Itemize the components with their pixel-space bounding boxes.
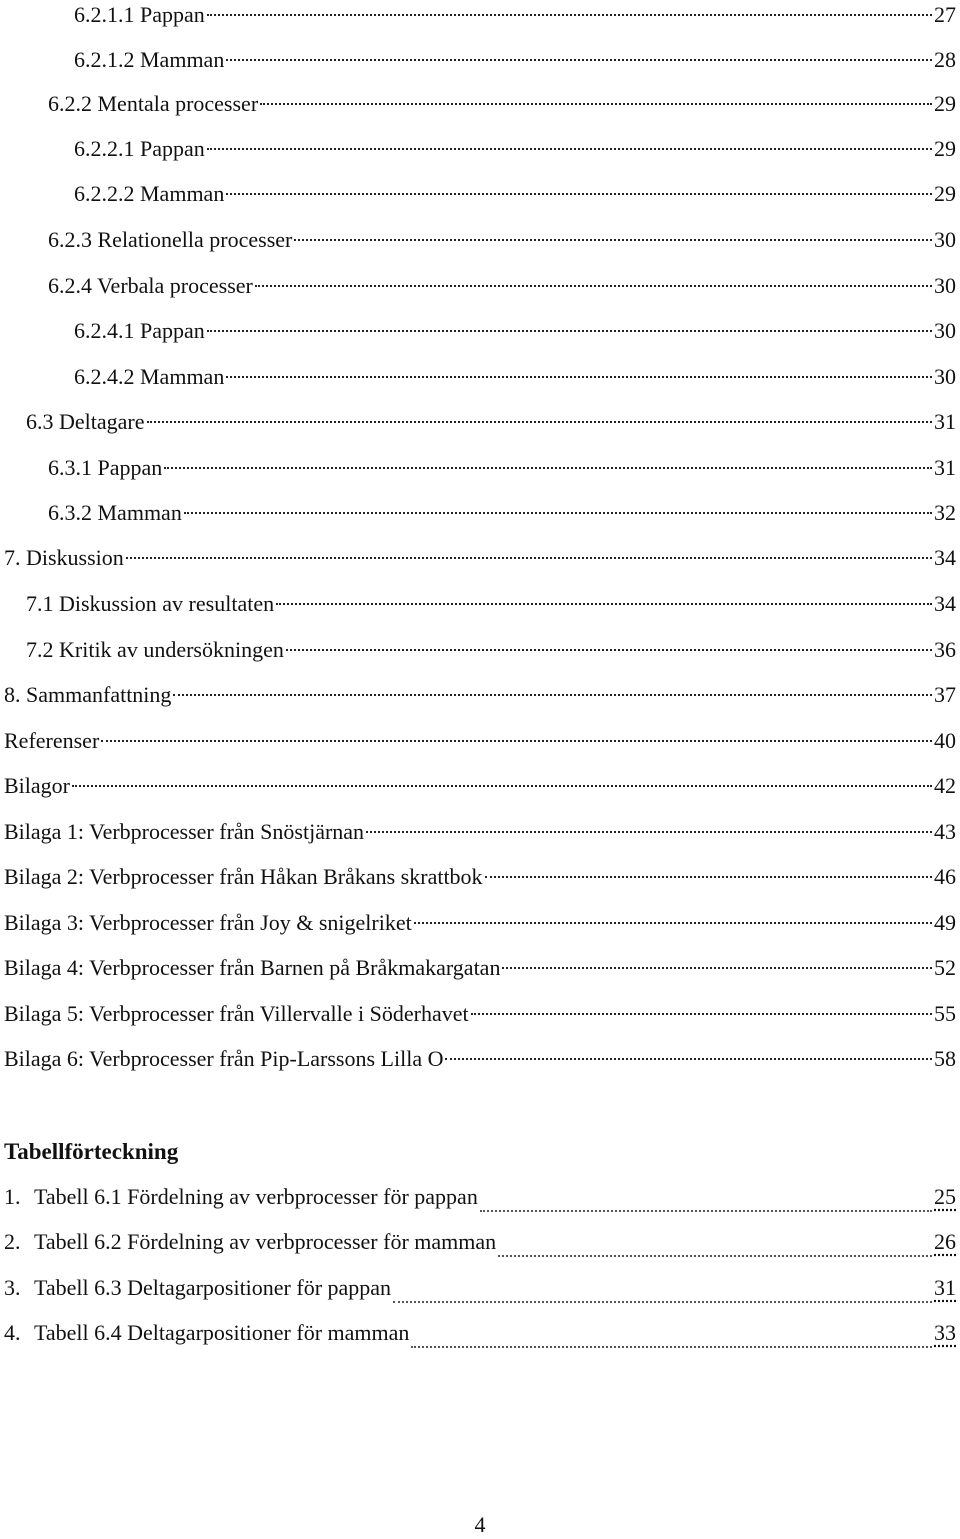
toc-entry-label: Bilaga 3: Verbprocesser från Joy & snigelriket <box>4 910 412 935</box>
toc-entry[interactable] <box>4 680 960 710</box>
toc-entry[interactable] <box>4 771 960 801</box>
toc-entry[interactable] <box>74 134 960 164</box>
dot-leader <box>207 330 932 332</box>
toc-entry-page: 28 <box>934 47 956 72</box>
dot-leader <box>226 376 932 378</box>
table-list-page: 25 <box>934 1184 956 1209</box>
toc-entry[interactable] <box>4 817 960 847</box>
tables-list-heading: Tabellförteckning <box>4 1139 179 1164</box>
dot-leader <box>445 1058 932 1060</box>
dot-leader <box>294 239 932 241</box>
toc-entry-page: 43 <box>934 819 956 844</box>
dot-leader <box>260 103 932 105</box>
toc-entry[interactable] <box>74 45 960 75</box>
table-list-label: Tabell 6.4 Deltagarpositioner för mamman <box>34 1320 410 1345</box>
toc-entry-label: 6.2.2 Mentala processer <box>48 91 259 116</box>
toc-entry-page: 37 <box>934 682 956 707</box>
toc-entry-page: 52 <box>934 955 956 980</box>
toc-entry-page: 40 <box>934 728 956 753</box>
toc-entry-page: 30 <box>934 318 956 343</box>
toc-entry-label: Bilagor <box>4 773 70 798</box>
toc-entry-page: 31 <box>934 455 956 480</box>
dot-leader <box>126 557 932 559</box>
toc-entry-page: 30 <box>934 227 956 252</box>
table-list-entry[interactable] <box>4 1273 960 1303</box>
toc-entry-page: 46 <box>934 864 956 889</box>
toc-entry-page: 30 <box>934 364 956 389</box>
toc-entry-label: Bilaga 1: Verbprocesser från Snöstjärnan <box>4 819 365 844</box>
toc-entry[interactable] <box>4 862 960 892</box>
dot-leader <box>393 1301 932 1303</box>
dot-leader <box>207 148 932 150</box>
dot-leader <box>255 285 932 287</box>
toc-entry-page: 34 <box>934 591 956 616</box>
toc-entry-label: 6.3.1 Pappan <box>48 455 163 480</box>
toc-entry-label: 6.2.4.1 Pappan <box>74 318 205 343</box>
toc-entry-label: Bilaga 4: Verbprocesser från Barnen på Bråkmakargatan <box>4 955 501 980</box>
toc-entry[interactable] <box>74 316 960 346</box>
dot-leader <box>366 831 932 833</box>
toc-entry[interactable] <box>74 179 960 209</box>
table-list-page: 26 <box>934 1229 956 1254</box>
toc-entry-label: 6.2.1.1 Pappan <box>74 2 205 27</box>
dot-leader <box>226 193 932 195</box>
page-number: 4 <box>474 1512 486 1537</box>
table-list-number: 3. <box>4 1275 21 1300</box>
toc-entry-label: 8. Sammanfattning <box>4 682 172 707</box>
toc-entry[interactable] <box>48 271 960 301</box>
dot-leader <box>226 59 932 61</box>
toc-entry[interactable] <box>4 999 960 1029</box>
toc-entry-label: 6.2.3 Relationella processer <box>48 227 293 252</box>
toc-entry-label: 7.2 Kritik av undersökningen <box>26 637 284 662</box>
table-list-page: 33 <box>934 1320 956 1345</box>
toc-entry[interactable] <box>48 89 960 119</box>
toc-entry[interactable] <box>74 362 960 392</box>
toc-entry-page: 34 <box>934 545 956 570</box>
toc-entry-label: 6.2.1.2 Mamman <box>74 47 225 72</box>
table-list-entry[interactable] <box>4 1182 960 1212</box>
toc-entry[interactable] <box>4 543 960 573</box>
dot-leader <box>471 1013 932 1015</box>
toc-entry-label: 6.2.2.2 Mamman <box>74 181 225 206</box>
dot-leader <box>485 876 932 878</box>
dot-leader <box>101 740 932 742</box>
toc-entry-label: Bilaga 2: Verbprocesser från Håkan Bråkans skrattbok <box>4 864 483 889</box>
dot-leader <box>411 1346 932 1348</box>
toc-entry-label: 6.2.4 Verbala processer <box>48 273 253 298</box>
toc-entry-page: 42 <box>934 773 956 798</box>
dot-leader <box>207 14 932 16</box>
table-list-entry[interactable] <box>4 1227 960 1257</box>
table-list-label: Tabell 6.2 Fördelning av verbprocesser för mamman <box>34 1229 497 1254</box>
table-list-number: 1. <box>4 1184 21 1209</box>
dot-leader <box>173 694 932 696</box>
dot-leader <box>502 967 932 969</box>
toc-entry-label: 6.3.2 Mamman <box>48 500 182 525</box>
toc-entry-label: Bilaga 6: Verbprocesser från Pip-Larssons Lilla O <box>4 1046 444 1071</box>
toc-entry-label: 6.3 Deltagare <box>26 409 145 434</box>
toc-entry-page: 29 <box>934 136 956 161</box>
toc-entry-label: Referenser <box>4 728 100 753</box>
toc-entry-page: 31 <box>934 409 956 434</box>
toc-entry-page: 30 <box>934 273 956 298</box>
toc-entry-page: 58 <box>934 1046 956 1071</box>
dot-leader <box>164 467 932 469</box>
toc-entry-page: 27 <box>934 2 956 27</box>
table-list-number: 2. <box>4 1229 21 1254</box>
toc-entry-label: 6.2.2.1 Pappan <box>74 136 205 161</box>
dot-leader <box>286 649 932 651</box>
toc-entry[interactable] <box>4 953 960 983</box>
toc-entry[interactable] <box>48 453 960 483</box>
toc-entry-label: Bilaga 5: Verbprocesser från Villervalle i Söderhavet <box>4 1001 469 1026</box>
dot-leader <box>498 1255 932 1257</box>
toc-entry-page: 29 <box>934 181 956 206</box>
toc-entry[interactable] <box>26 407 960 437</box>
dot-leader <box>184 512 932 514</box>
dot-leader <box>276 603 932 605</box>
table-list-label: Tabell 6.3 Deltagarpositioner för pappan <box>34 1275 392 1300</box>
toc-entry-label: 7.1 Diskussion av resultaten <box>26 591 275 616</box>
dot-leader <box>480 1210 932 1212</box>
toc-entry[interactable] <box>48 498 960 528</box>
toc-entry[interactable] <box>26 589 960 619</box>
table-list-entry[interactable] <box>4 1318 960 1348</box>
toc-entry-page: 32 <box>934 500 956 525</box>
toc-entry[interactable] <box>74 0 960 30</box>
toc-entry[interactable] <box>26 635 960 665</box>
dot-leader <box>414 922 932 924</box>
table-list-label: Tabell 6.1 Fördelning av verbprocesser för pappan <box>34 1184 478 1209</box>
toc-entry-page: 49 <box>934 910 956 935</box>
toc-entry-label: 6.2.4.2 Mamman <box>74 364 225 389</box>
table-list-number: 4. <box>4 1320 21 1345</box>
toc-entry[interactable] <box>4 726 960 756</box>
toc-entry-label: 7. Diskussion <box>4 545 124 570</box>
dot-leader <box>147 421 933 423</box>
toc-entry[interactable] <box>4 908 960 938</box>
toc-entry-page: 36 <box>934 637 956 662</box>
toc-entry[interactable] <box>48 225 960 255</box>
toc-entry[interactable] <box>4 1044 960 1074</box>
toc-entry-page: 29 <box>934 91 956 116</box>
table-list-page: 31 <box>934 1275 956 1300</box>
dot-leader <box>72 785 932 787</box>
toc-entry-page: 55 <box>934 1001 956 1026</box>
